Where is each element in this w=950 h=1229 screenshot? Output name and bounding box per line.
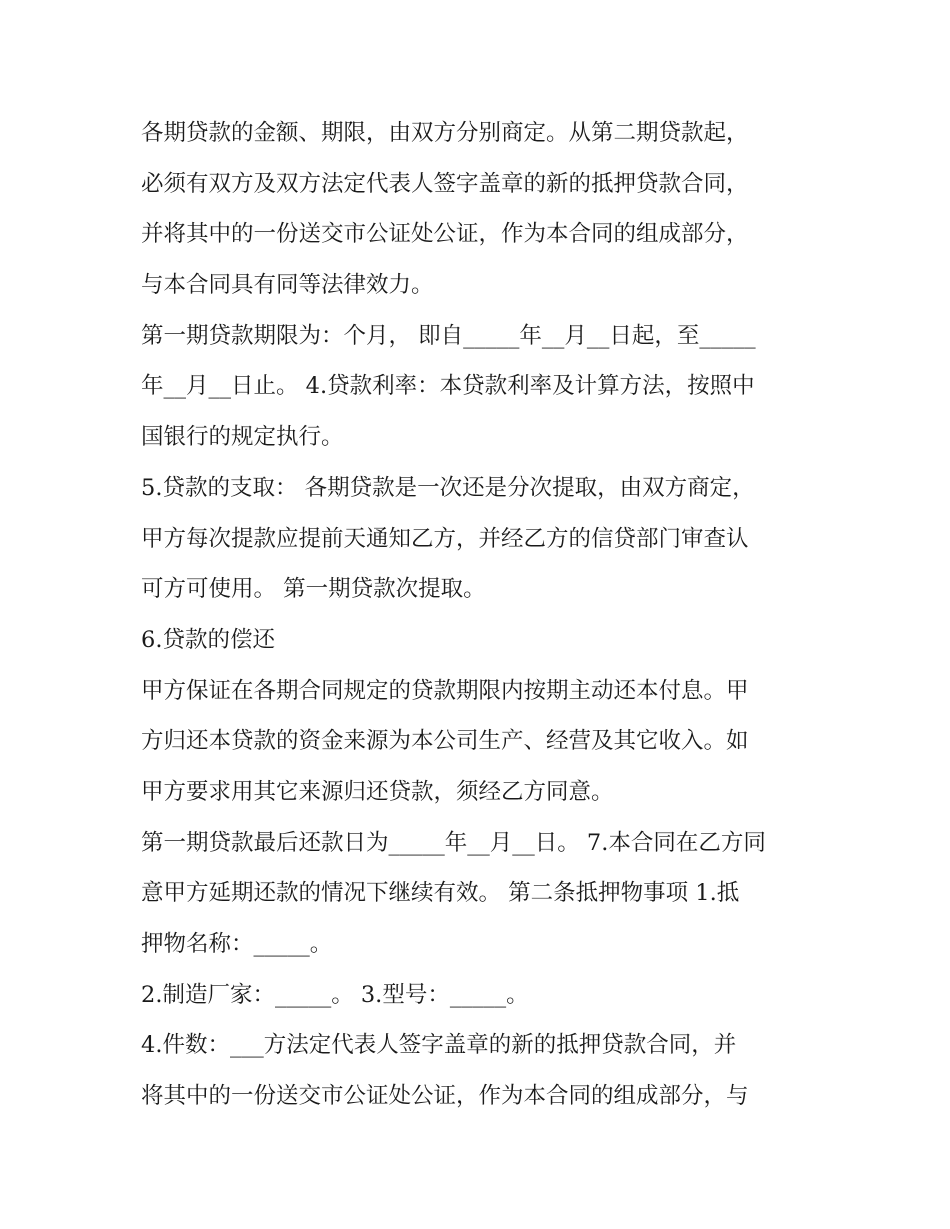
text-line: 各期贷款的金额、期限，由双方分别商定。从第二期贷款起， xyxy=(141,120,749,146)
text-line: 方归还本贷款的资金来源为本公司生产、经营及其它收入。如 xyxy=(141,728,749,755)
text-line: 并将其中的一份送交市公证处公证，作为本合同的组成部分， xyxy=(141,221,749,248)
text-line: 将其中的一份送交市公证处公证，作为本合同的组成部分，与 xyxy=(141,1083,749,1110)
section-heading: 6.贷款的偿还 xyxy=(141,626,275,653)
text-line: 年__月__日止。 4.贷款利率：本贷款利率及计算方法，按照中 xyxy=(141,373,755,400)
text-line: 第一期贷款最后还款日为_____年__月__日。 7.本合同在乙方同 xyxy=(141,829,766,856)
text-line: 甲方要求用其它来源归还贷款，须经乙方同意。 xyxy=(141,778,614,805)
text-line: 与本合同具有同等法律效力。 xyxy=(141,272,434,299)
text-line: 2.制造厂家：_____。 3.型号：_____。 xyxy=(141,981,529,1008)
text-line: 押物名称：_____。 xyxy=(141,931,333,957)
text-line: 甲方每次提款应提前天通知乙方，并经乙方的信贷部门审查认 xyxy=(141,525,749,552)
text-line: 可方可使用。 第一期贷款次提取。 xyxy=(141,576,486,603)
text-line: 5.贷款的支取： 各期贷款是一次还是分次提取，由双方商定， xyxy=(141,474,755,501)
text-line: 甲方保证在各期合同规定的贷款期限内按期主动还本付息。甲 xyxy=(141,677,749,704)
text-line: 4.件数：___方法定代表人签字盖章的新的抵押贷款合同，并 xyxy=(141,1032,737,1059)
contract-body-text xyxy=(141,108,821,1122)
text-line: 第一期贷款期限为：个月， 即自_____年__月__日起，至_____ xyxy=(141,322,756,349)
text-line: 必须有双方及双方法定代表人签字盖章的新的抵押贷款合同， xyxy=(141,170,749,197)
text-line: 国银行的规定执行。 xyxy=(141,424,344,451)
text-line: 意甲方延期还款的情况下继续有效。 第二条抵押物事项 1.抵 xyxy=(141,880,740,907)
